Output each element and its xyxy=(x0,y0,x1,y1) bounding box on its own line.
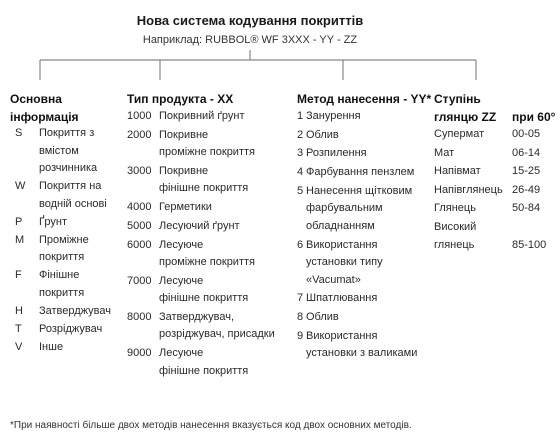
method-code: 5 xyxy=(297,184,304,197)
product-code: 2000 xyxy=(127,128,152,141)
column-header-line: Ступінь xyxy=(434,92,481,106)
code-description: вмістом xyxy=(39,144,79,157)
gloss-range: 06-14 xyxy=(512,146,541,159)
code-letter: S xyxy=(15,127,23,139)
product-description: фінішне покриття xyxy=(159,182,249,195)
method-description: Облив xyxy=(306,128,339,141)
code-description: Проміжне xyxy=(39,233,89,246)
code-description: Покриття на xyxy=(39,180,102,192)
gloss-range: 15-25 xyxy=(512,165,541,177)
method-code: 7 xyxy=(297,292,304,305)
code-letter: H xyxy=(15,304,23,317)
method-description: Занурення xyxy=(306,110,361,122)
code-description: покриття xyxy=(39,286,85,299)
method-description: Облив xyxy=(306,310,339,323)
code-letter: W xyxy=(15,180,26,192)
gloss-label: Глянець xyxy=(434,202,476,214)
product-description: Лесуюче xyxy=(159,274,204,287)
product-description: проміжне покриття xyxy=(159,256,255,268)
gloss-label: Супермат xyxy=(434,128,485,140)
product-description: Покривний ґрунт xyxy=(159,110,245,122)
column-header-line: інформація xyxy=(10,110,79,124)
method-description: обладнанням xyxy=(306,219,375,232)
method-description: установки типу xyxy=(306,256,383,268)
method-code: 8 xyxy=(297,310,304,323)
code-description: розчинника xyxy=(39,162,98,174)
method-code: 3 xyxy=(297,147,304,160)
product-code: 4000 xyxy=(127,201,152,214)
method-description: Шпатлювання xyxy=(306,292,378,305)
product-description: проміжне покриття xyxy=(159,146,255,159)
method-description: фарбувальним xyxy=(306,202,383,215)
method-description: «Vacumat» xyxy=(306,273,361,286)
product-description: фінішне покриття xyxy=(159,292,249,305)
gloss-label: Мат xyxy=(434,146,455,159)
code-description: покриття xyxy=(39,251,85,263)
method-description: Нанесення щітковим xyxy=(306,184,413,197)
column-header: Тип продукта - XX xyxy=(127,92,234,106)
gloss-label: Високий xyxy=(434,220,477,233)
code-description: Затверджувач xyxy=(39,304,111,317)
column-header-angle: при 60° xyxy=(512,110,556,124)
code-letter: P xyxy=(15,215,23,228)
method-code: 1 xyxy=(297,110,304,122)
product-description: Лесуюче xyxy=(159,238,204,251)
code-description: водній основі xyxy=(39,197,107,210)
method-code: 2 xyxy=(297,128,304,141)
product-code: 5000 xyxy=(127,219,152,232)
code-description: Розріджувач xyxy=(39,322,103,335)
product-description: Покривне xyxy=(159,128,209,141)
method-description: Використання xyxy=(306,329,378,342)
method-code: 6 xyxy=(297,238,304,251)
product-description: Лесуючий ґрунт xyxy=(159,219,240,232)
code-letter: F xyxy=(15,269,22,281)
product-description: Затверджувач, xyxy=(159,310,235,323)
gloss-label: глянець xyxy=(434,239,475,251)
product-description: фінішне покриття xyxy=(159,364,249,377)
gloss-range: 00-05 xyxy=(512,128,541,140)
column-header: Метод нанесення - YY* xyxy=(297,92,432,106)
code-description: Покриття з xyxy=(39,127,95,139)
product-code: 9000 xyxy=(127,347,152,360)
product-description: Лесуюче xyxy=(159,347,204,360)
product-code: 6000 xyxy=(127,238,152,251)
method-code: 4 xyxy=(297,166,304,179)
method-description: Розпилення xyxy=(306,147,367,160)
code-example: Наприклад: RUBBOL® WF 3XXX - YY - ZZ xyxy=(142,34,358,46)
gloss-label: Напівмат xyxy=(434,165,481,177)
gloss-range: 50-84 xyxy=(512,202,541,214)
code-letter: T xyxy=(15,322,22,335)
gloss-range: 85-100 xyxy=(512,239,547,251)
product-description: Герметики xyxy=(159,201,212,214)
method-description: Фарбування пензлем xyxy=(306,166,415,179)
code-letter: M xyxy=(15,233,25,246)
method-description: Використання xyxy=(306,238,378,251)
product-code: 8000 xyxy=(127,310,152,323)
product-code: 7000 xyxy=(127,274,152,287)
code-description: Інше xyxy=(39,340,64,353)
product-description: розріджувач, присадки xyxy=(159,328,275,341)
diagram-title: Нова система кодування покриттів xyxy=(136,13,364,28)
product-code: 3000 xyxy=(127,164,152,177)
gloss-label: Напівглянець xyxy=(434,183,503,196)
column-header-line: глянцю ZZ xyxy=(434,110,497,124)
code-description: Ґрунт xyxy=(39,215,67,228)
product-description: Покривне xyxy=(159,164,209,177)
method-code: 9 xyxy=(297,329,304,342)
code-description: Фінішне xyxy=(39,269,80,281)
code-letter: V xyxy=(15,340,23,353)
column-header-line: Основна xyxy=(10,92,62,106)
product-code: 1000 xyxy=(127,110,152,122)
footnote: *При наявності більше двох методів нанесення вказується код двох основних методів. xyxy=(10,420,412,431)
gloss-range: 26-49 xyxy=(512,183,541,196)
method-description: установки з валиками xyxy=(306,347,418,360)
